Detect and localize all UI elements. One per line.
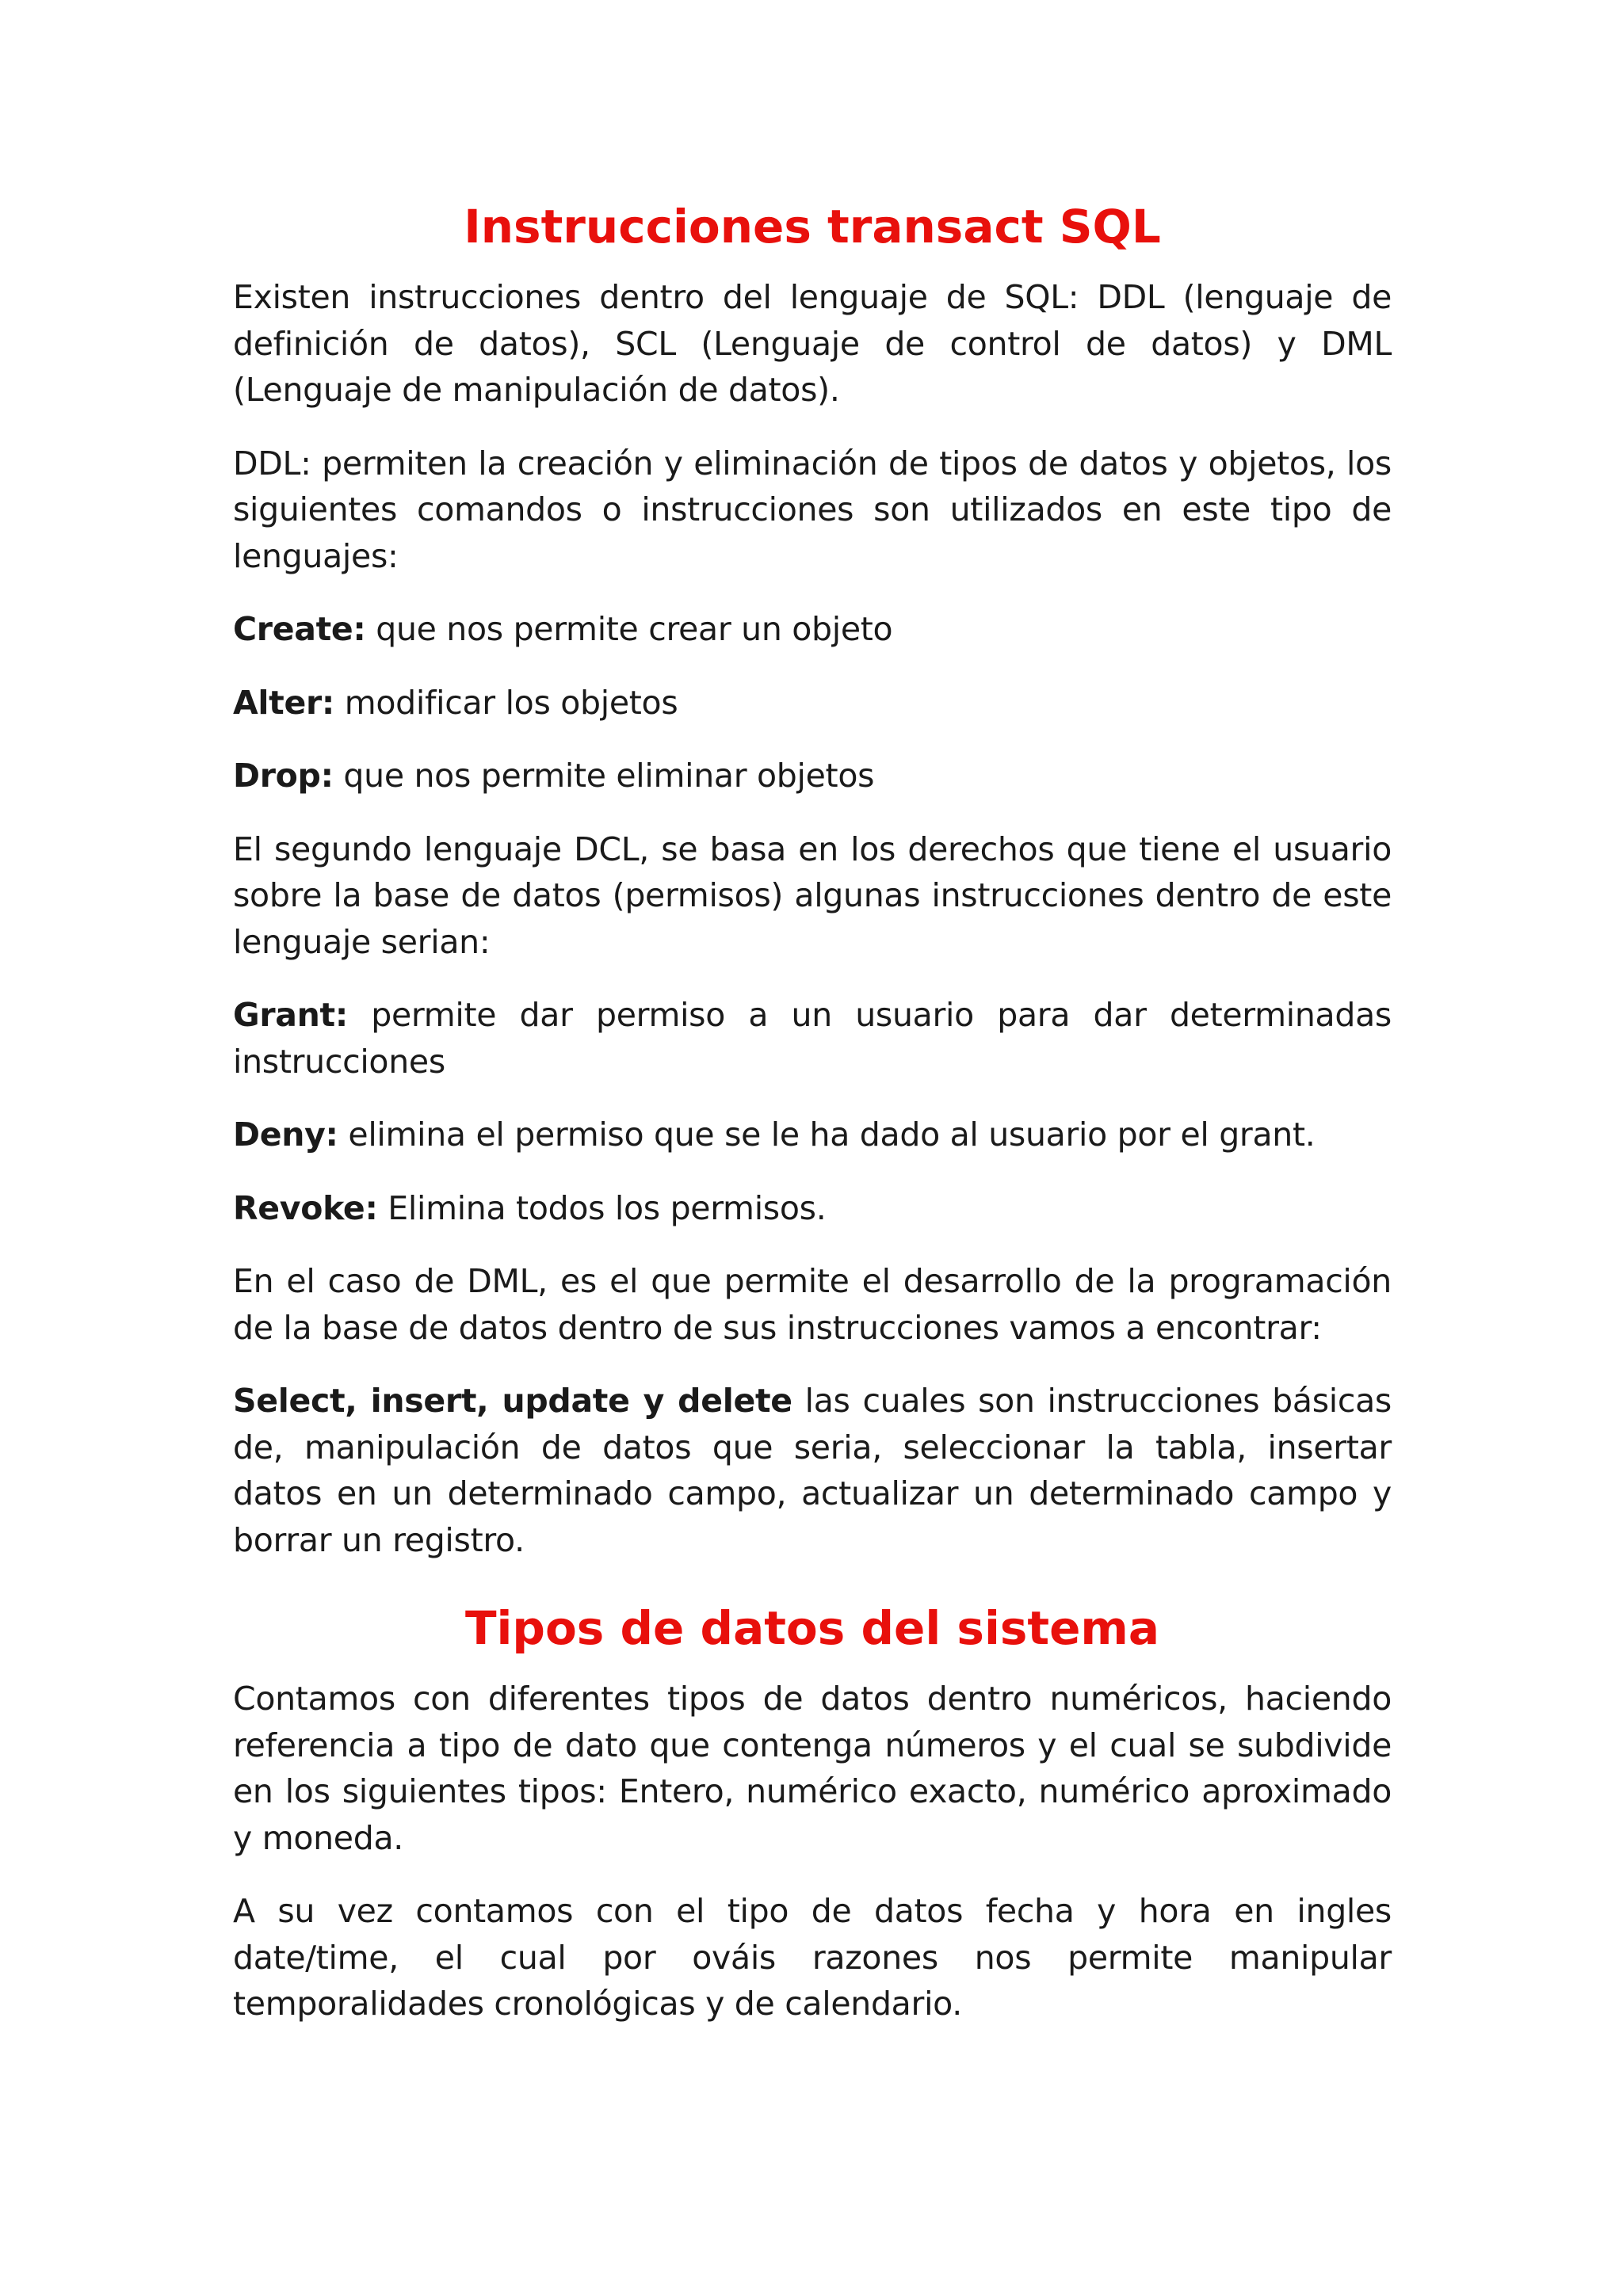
ddl-paragraph: DDL: permiten la creación y eliminación de tipos de datos y objetos, los siguientes comandos o instrucciones son utilizados en este tipo de lenguajes: <box>233 444 1392 575</box>
dml-paragraph: En el caso de DML, es el que permite el desarrollo de la programación de la base de datos dentro de sus instrucciones vamos a encontrar: <box>233 1262 1392 1347</box>
revoke-definition <box>233 1185 1392 1232</box>
revoke-text: Elimina todos los permisos. <box>377 1188 827 1227</box>
grant-text: permite dar permiso a un usuario para dar determinadas instrucciones <box>233 996 1392 1081</box>
intro-paragraph: Existen instrucciones dentro del lenguaje de SQL: DDL (lenguaje de definición de datos), SCL (Lenguaje de control de datos) y DML (Lenguaje de manipulación de datos). <box>233 278 1392 409</box>
drop-term: Drop: <box>233 757 334 795</box>
page-title: Instrucciones transact SQL <box>464 200 1161 254</box>
create-text: que nos permite crear un objeto <box>365 610 893 648</box>
document-page <box>233 189 1392 2054</box>
select-text: las cuales son instrucciones básicas de, manipulación de datos que seria, seleccionar la tabla, insertar datos en un determinado campo, actualizar un determinado campo y borrar un registro. <box>233 1382 1392 1559</box>
create-term: Create: <box>233 610 366 648</box>
revoke-term: Revoke: <box>233 1188 378 1227</box>
drop-text: que nos permite eliminar objetos <box>333 757 875 795</box>
section-title-data-types: Tipos de datos del sistema <box>464 1601 1159 1655</box>
select-term: Select, insert, update y delete <box>233 1382 792 1420</box>
select-definition <box>233 1378 1392 1563</box>
datetime-paragraph: A su vez contamos con el tipo de datos fecha y hora en ingles date/time, el cual por ováis razones nos permite manipular temporalidades cronológicas y de calendario. <box>233 1892 1392 2023</box>
alter-definition <box>233 680 1392 727</box>
deny-term: Deny: <box>233 1116 338 1154</box>
numeric-types-paragraph: Contamos con diferentes tipos de datos dentro numéricos, haciendo referencia a tipo de dato que contenga números y el cual se subdivide en los siguientes tipos: Entero, numérico exacto, numérico aproximado y moneda. <box>233 1680 1392 1857</box>
alter-term: Alter: <box>233 683 335 722</box>
grant-term: Grant: <box>233 996 348 1034</box>
alter-text: modificar los objetos <box>334 683 678 722</box>
dcl-paragraph: El segundo lenguaje DCL, se basa en los derechos que tiene el usuario sobre la base de datos (permisos) algunas instrucciones dentro de este lenguaje serian: <box>233 830 1392 961</box>
deny-text: elimina el permiso que se le ha dado al usuario por el grant. <box>338 1116 1316 1154</box>
deny-definition <box>233 1112 1392 1158</box>
drop-definition <box>233 753 1392 799</box>
create-definition <box>233 606 1392 653</box>
grant-definition <box>233 992 1392 1085</box>
